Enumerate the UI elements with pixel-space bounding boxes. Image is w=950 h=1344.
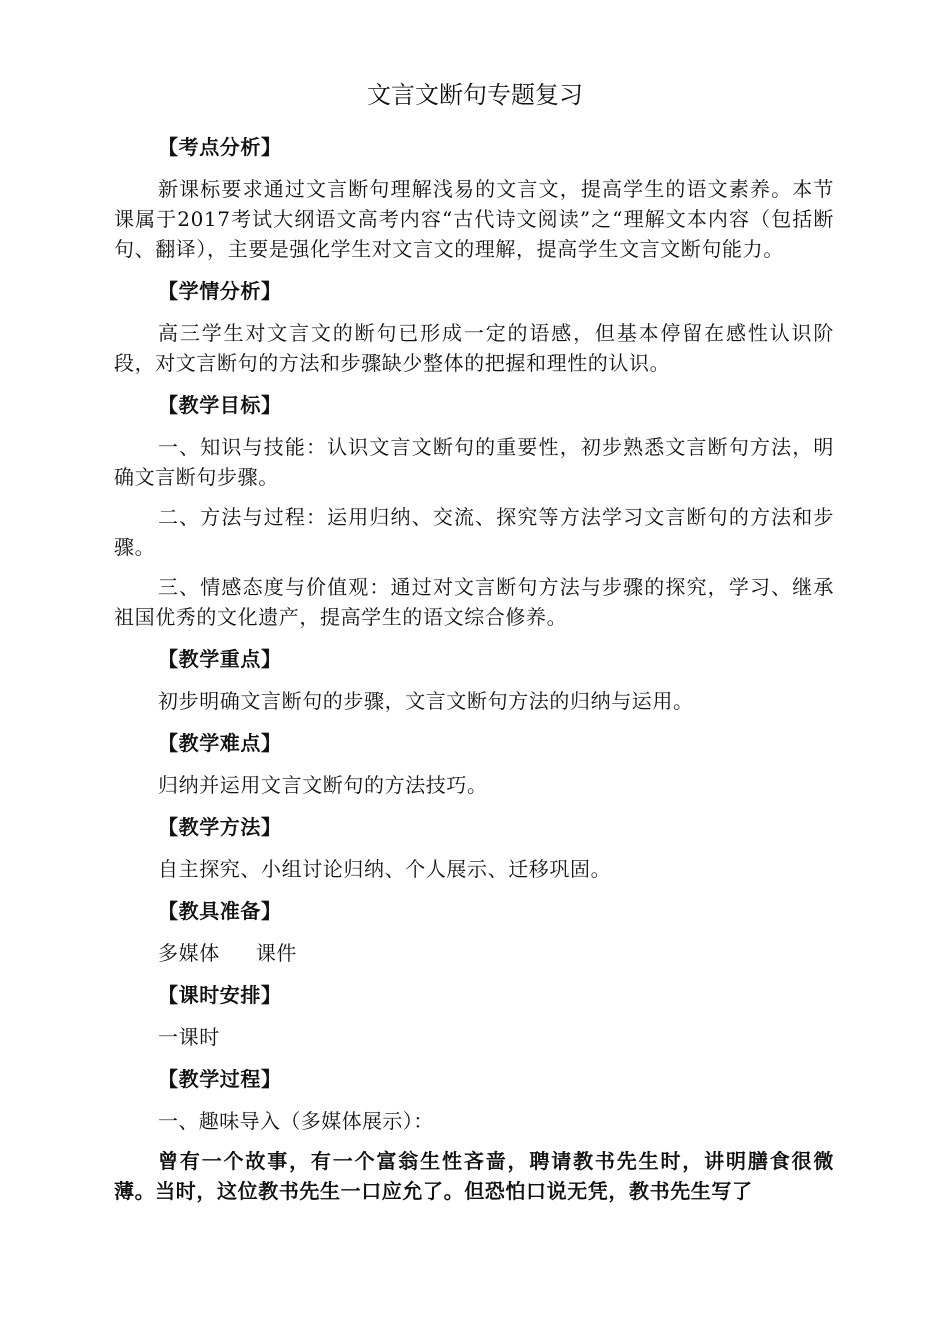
paragraph-difficulties: 归纳并运用文言文断句的方法技巧。 xyxy=(158,773,488,797)
paragraph-story: 曾有一个故事，有一个富翁生性吝啬，聘请教书先生时，讲明膳食很微薄。当时，这位教书先生一口应允了。但恐怕口说无凭，教书先生写了 xyxy=(114,1149,834,1203)
paragraph-schedule: 一课时 xyxy=(158,1025,220,1049)
tool-courseware: 课件 xyxy=(255,941,298,965)
paragraph-goal-values: 三、情感态度与价值观：通过对文言断句方法与步骤的探究，学习、继承祖国优秀的文化遗产，提高学生的语文综合修养。 xyxy=(114,575,834,629)
paragraph-exam-analysis: 新课标要求通过文言断句理解浅易的文言文，提高学生的语文素养。本节课属于2017考试大纲语文高考内容“古代诗文阅读”之“理解文本内容（包括断句、翻译），主要是强化学生对文言文的理解，提高学生文言文断句能力。 xyxy=(114,177,834,261)
paragraph-goal-method: 二、方法与过程：运用归纳、交流、探究等方法学习文言断句的方法和步骤。 xyxy=(114,505,834,559)
section-heading-tools: 【教具准备】 xyxy=(158,899,282,923)
section-heading-key-points: 【教学重点】 xyxy=(158,647,282,671)
section-heading-schedule: 【课时安排】 xyxy=(158,983,282,1007)
paragraph-methods: 自主探究、小组讨论归纳、个人展示、迁移巩固。 xyxy=(158,857,612,881)
paragraph-goal-knowledge: 一、知识与技能：认识文言文断句的重要性，初步熟悉文言断句方法，明确文言断句步骤。 xyxy=(114,435,834,489)
section-heading-student-analysis: 【学情分析】 xyxy=(158,279,282,303)
document-title: 文言文断句专题复习 xyxy=(367,81,583,109)
document-body xyxy=(114,132,834,1206)
paragraph-tools xyxy=(158,938,834,968)
section-heading-difficulties: 【教学难点】 xyxy=(158,731,282,755)
section-heading-methods: 【教学方法】 xyxy=(158,815,282,839)
section-heading-teaching-goals: 【教学目标】 xyxy=(158,393,282,417)
subheading-introduction: 一、趣味导入（多媒体展示）： xyxy=(158,1109,434,1133)
paragraph-key-points: 初步明确文言断句的步骤，文言文断句方法的归纳与运用。 xyxy=(158,689,694,713)
tool-multimedia: 多媒体 xyxy=(158,941,220,965)
paragraph-student-analysis: 高三学生对文言文的断句已形成一定的语感，但基本停留在感性认识阶段，对文言断句的方法和步骤缺少整体的把握和理性的认识。 xyxy=(114,321,834,375)
section-heading-exam-analysis: 【考点分析】 xyxy=(158,135,282,159)
section-heading-process: 【教学过程】 xyxy=(158,1067,282,1091)
